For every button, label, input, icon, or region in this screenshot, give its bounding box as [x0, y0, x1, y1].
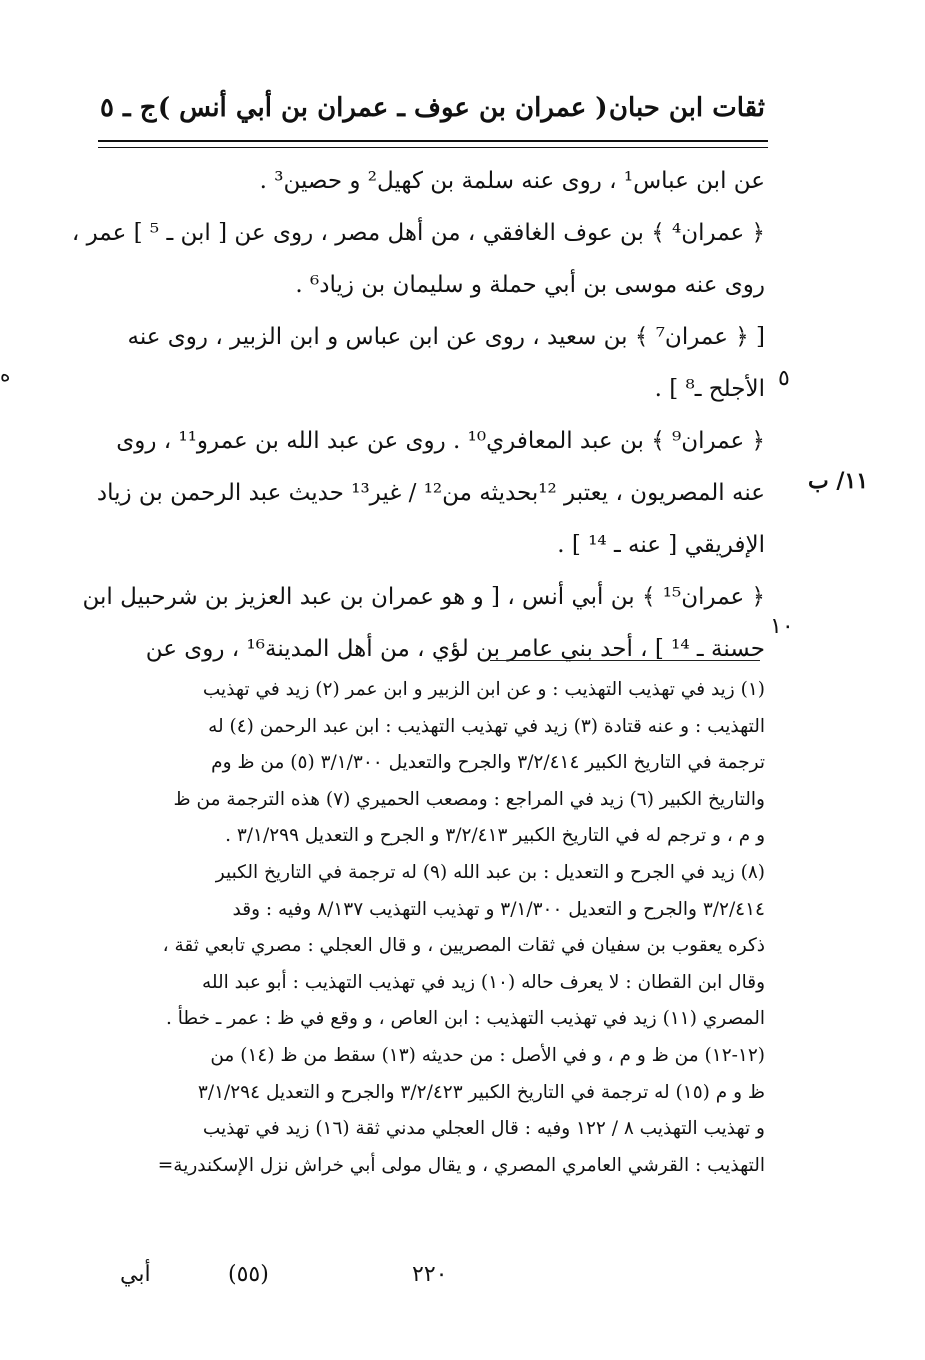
footnote-line: ترجمة في التاريخ الكبير ٣/٢/٤١٤ والجرح والتعديل ٣/١/٣٠٠ (٥) من ظ وم	[211, 752, 765, 774]
footnotes	[100, 672, 765, 1184]
footnote-line: (١٢-١٢) من ظ و م ، و في الأصل : من حديثه (١٣) سقط من ظ (١٤) من	[210, 1044, 765, 1066]
book-title: ثقات ابن حبان	[608, 93, 765, 123]
text-line: عن ابن عباس¹ ، روى عنه سلمة بن كهيل² و حصين³ .	[259, 168, 765, 194]
text-line: الإفريقي [ عنه ـ ¹⁴ ] .	[557, 532, 765, 558]
header-rule	[98, 140, 768, 148]
part-label: ج ـ ٥	[100, 93, 157, 123]
text-line: الأجلح ـ⁸ ] .	[654, 376, 765, 402]
footnote-line: ظ و م (١٥) له ترجمة في التاريخ الكبير ٣/٢/٤٢٣ والجرح و التعديل ٣/١/٢٩٤	[197, 1081, 765, 1103]
main-text	[71, 155, 765, 675]
running-header	[100, 88, 765, 128]
footnote-line: (٨) زيد في الجرح و التعديل : بن عبد الله (٩) له ترجمة في التاريخ الكبير	[215, 861, 765, 883]
footnote-line: التهذيب : القرشي العامري المصري ، و يقال مولى أبي خراش نزل الإسكندرية=	[157, 1154, 765, 1176]
footnote-line: التهذيب : و عنه قتادة (٣) زيد في تهذيب التهذيب : ابن عبد الرحمن (٤) له	[208, 715, 765, 737]
page-footer	[100, 1262, 765, 1298]
text-line: روى عنه موسى بن أبي حملة و سليمان بن زياد⁶ .	[295, 272, 765, 298]
manuscript-folio-mark: ١١/ ب	[808, 468, 869, 494]
page-number: ٢٢٠	[412, 1262, 448, 1287]
text-line: حسنة ـ ¹⁴ ] ، أحد بني عامر بن لؤي ، من أهل المدينة¹⁶ ، روى عن	[145, 636, 765, 662]
line-number-10: ١٠	[770, 614, 794, 639]
text-line: ﴿ عمران¹⁵ ﴾ بن أبي أنس ، [ و هو عمران بن عبد العزيز بن شرحبيل ابن	[82, 584, 765, 610]
edge-mark: ه	[0, 362, 11, 386]
footnote-line: و تهذيب التهذيب ٨ / ١٢٢ وفيه : قال العجلي مدني ثقة (١٦) زيد في تهذيب	[202, 1118, 765, 1140]
footnote-line: ٣/٢/٤١٤ والجرح و التعديل ٣/١/٣٠٠ و تهذيب التهذيب ٨/١٣٧ وفيه : وقد	[232, 898, 765, 920]
text-line: ﴿ عمران⁴ ﴾ بن عوف الغافقي ، من أهل مصر ، روى عن [ ابن ـ ⁵ ] عمر ،	[71, 220, 765, 246]
footnote-separator	[490, 660, 760, 661]
section-title: ( عمران بن عوف ـ عمران بن أبي أنس )	[157, 93, 608, 123]
footnote-line: (١) زيد في تهذيب التهذيب : و عن ابن الزبير و ابن عمر (٢) زيد في تهذيب	[202, 679, 765, 700]
footnote-line: ذكره يعقوب بن سفيان في ثقات المصريين ، و قال العجلي : مصري تابعي ثقة ،	[162, 935, 765, 957]
line-number-5: ٥	[778, 366, 790, 391]
catchword: أبي	[120, 1262, 151, 1287]
footnote-line: وقال ابن القطان : لا يعرف حاله (١٠) زيد في تهذيب التهذيب : أبو عبد الله	[201, 971, 765, 993]
text-line: ﴿ عمران⁹ ﴾ بن عبد المعافري¹⁰ . روى عن عبد الله بن عمرو¹¹ ، روى	[116, 428, 765, 454]
text-line: عنه المصريون ، يعتبر ¹²بحديثه من¹² / غير¹³ حديث عبد الرحمن بن زياد	[96, 480, 765, 506]
footnote-line: والتاريخ الكبير (٦) زيد في المراجع : ومصعب الحميري (٧) هذه الترجمة من ظ	[173, 788, 765, 810]
footnote-line: المصري (١١) زيد في تهذيب التهذيب : ابن العاص ، و وقع في ظ : عمر ـ خطأ .	[166, 1008, 765, 1030]
gathering-number: (٥٥)	[228, 1262, 269, 1287]
text-line: [ ﴿ عمران⁷ ﴾ بن سعيد ، روى عن ابن عباس و ابن الزبير ، روى عنه	[127, 324, 765, 350]
footnote-line: و م ، و ترجم له في التاريخ الكبير ٣/٢/٤١٣ و الجرح و التعديل ٣/١/٢٩٩ .	[225, 825, 765, 847]
